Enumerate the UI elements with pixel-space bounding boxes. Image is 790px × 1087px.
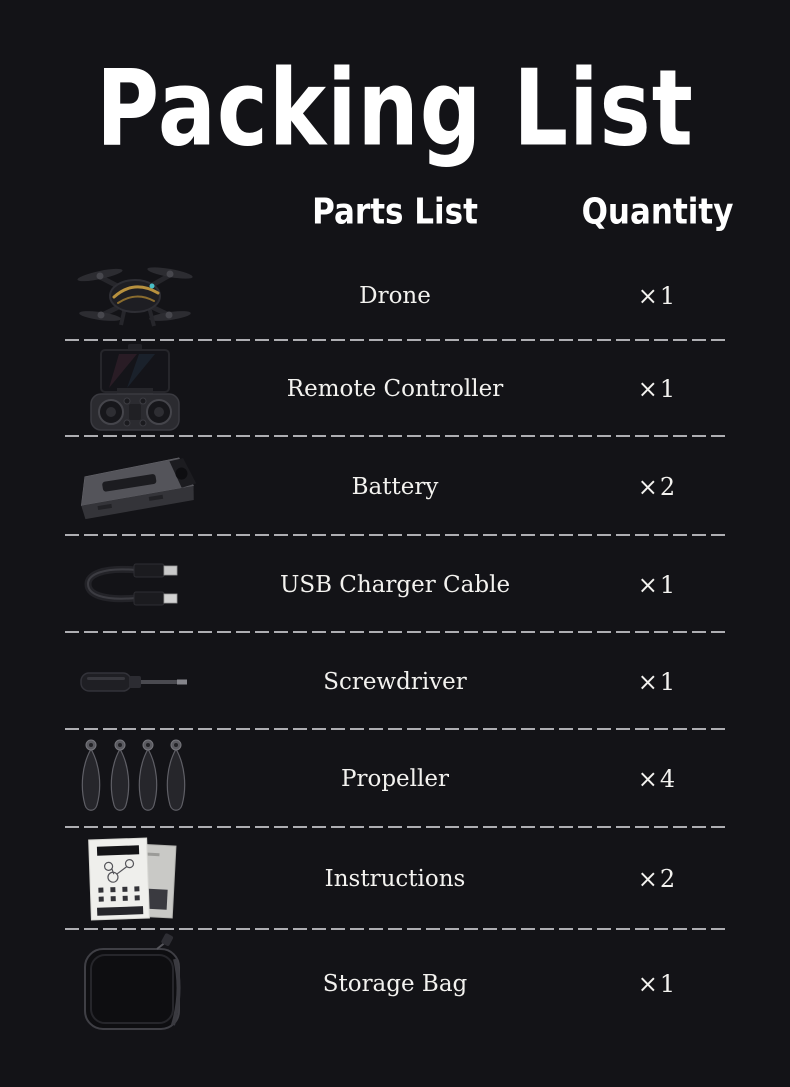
part-name: USB Charger Cable bbox=[279, 571, 511, 598]
page-title-block bbox=[0, 0, 790, 174]
quantity-header-cell bbox=[581, 174, 734, 250]
part-name: Remote Controller bbox=[286, 376, 504, 402]
table-row-storage-bag bbox=[65, 930, 725, 1038]
quantity-cell bbox=[595, 730, 720, 828]
part-name: Propeller bbox=[341, 766, 449, 792]
quantity-cell bbox=[595, 930, 720, 1038]
part-name: Storage Bag bbox=[322, 971, 468, 997]
quantity-value: ×1 bbox=[637, 281, 678, 310]
table-row-instructions bbox=[65, 828, 725, 930]
table-row-battery bbox=[65, 437, 725, 536]
part-name: Instructions bbox=[324, 866, 466, 892]
quantity-value: ×1 bbox=[637, 375, 678, 403]
table-row-screwdriver bbox=[65, 633, 725, 730]
quantity-cell bbox=[595, 536, 720, 633]
table-row-usb-cable bbox=[65, 536, 725, 633]
table-row-propeller bbox=[65, 730, 725, 828]
quantity-value: ×1 bbox=[637, 970, 678, 998]
quantity-cell bbox=[595, 633, 720, 730]
part-name: Battery bbox=[351, 473, 439, 500]
quantity-value: ×1 bbox=[637, 667, 678, 696]
page-title: Packing List bbox=[96, 48, 694, 170]
quantity-value: ×1 bbox=[637, 570, 678, 599]
parts-list-header: Parts List bbox=[312, 191, 478, 233]
quantity-cell bbox=[595, 341, 720, 437]
table-row-remote-controller bbox=[65, 341, 725, 437]
table-header-row bbox=[65, 174, 734, 250]
quantity-value: ×2 bbox=[637, 865, 678, 893]
table-row-drone bbox=[65, 250, 725, 341]
quantity-cell bbox=[595, 437, 720, 536]
part-name: Screwdriver bbox=[323, 668, 467, 695]
quantity-cell bbox=[595, 250, 720, 341]
quantity-value: ×4 bbox=[637, 765, 678, 793]
quantity-value: ×2 bbox=[637, 472, 678, 501]
quantity-cell bbox=[595, 828, 720, 930]
part-name: Drone bbox=[359, 282, 431, 309]
packing-table bbox=[65, 174, 734, 1038]
quantity-header: Quantity bbox=[581, 191, 734, 233]
